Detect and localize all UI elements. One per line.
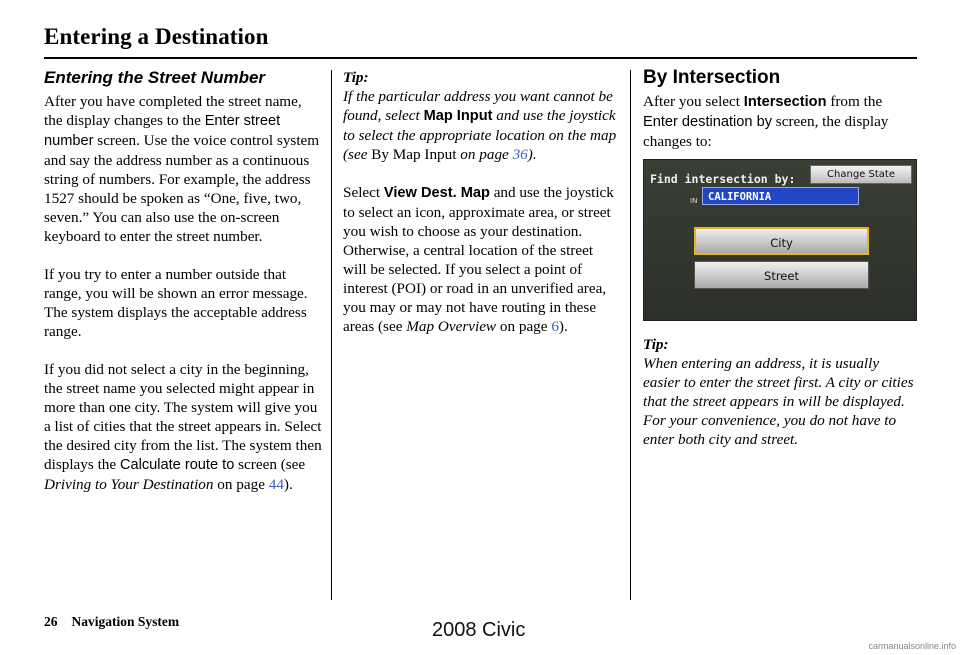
column-left (44, 68, 322, 513)
state-field: CALIFORNIA (702, 187, 859, 205)
city-button[interactable]: City (694, 227, 869, 255)
tip-label: Tip: (343, 69, 369, 86)
text: After you have completed the street name, the display changes to the (44, 93, 302, 129)
watermark: 2008 Civic (432, 619, 526, 641)
footer-label: Navigation System (71, 614, 180, 629)
screen-title: Find intersection by: (650, 172, 796, 186)
title-rule (44, 57, 917, 59)
section-heading-by-intersection: By Intersection (643, 67, 781, 88)
reference-title: Map Overview (406, 318, 497, 335)
text: screen (see (234, 456, 306, 473)
column-middle (343, 68, 618, 355)
text: screen, the display changes to: (643, 113, 889, 150)
paragraph (643, 92, 919, 151)
option-name: Map Input (423, 108, 493, 124)
text: ). (558, 318, 568, 335)
page-link[interactable]: 44 (268, 476, 284, 493)
in-label: IN (690, 197, 698, 205)
text: ). (527, 146, 537, 163)
change-state-button[interactable]: Change State (810, 165, 912, 184)
reference-title: By Map Input (371, 146, 457, 163)
column-divider (630, 70, 631, 600)
street-button[interactable]: Street (694, 261, 869, 289)
page-number: 26 (44, 614, 58, 629)
option-name: View Dest. Map (383, 185, 490, 201)
column-right (643, 68, 919, 468)
text: ). (283, 476, 293, 493)
screen-name: Calculate route to (119, 457, 235, 473)
reference-title: Driving to Your Destination (44, 476, 214, 493)
page-link[interactable]: 36 (512, 146, 528, 163)
text: on page (213, 476, 269, 493)
text: on page (496, 318, 552, 335)
site-watermark: carmanualsonline.info (868, 641, 956, 651)
paragraph: If you try to enter a number outside that range, you will be shown an error message. The system displays the acceptable address range. (44, 266, 308, 340)
screen-name: Enter street number (44, 113, 281, 149)
tip-block (343, 68, 618, 164)
option-name: Intersection (743, 94, 827, 110)
text: After you select (643, 93, 744, 110)
page-link[interactable]: 6 (551, 318, 559, 335)
tip-text (343, 87, 618, 164)
text: and use the joystick to select the appropriate location on the map (see (343, 107, 617, 163)
text: If the particular address you want cannot be found, select (343, 88, 613, 124)
text: from the (826, 93, 883, 110)
screen-name: Enter destination by (643, 114, 772, 130)
text: on page (456, 146, 513, 163)
text: screen. Use the voice control system and say the address number as a continuous string of numbers. For example, the address 1527 should be spoken as “One, five, two, seven.” You can also use the on-screen keyboard to enter the street number. (44, 132, 320, 245)
section-heading-street-number: Entering the Street Number (44, 68, 266, 87)
paragraph (343, 183, 618, 336)
page-title: Entering a Destination (44, 24, 269, 49)
text: Select (343, 184, 384, 201)
text: If you did not select a city in the beginning, the street name you selected might appear in more than one city. The system will give you a list of cities that the street appears in. Select the desired city from the list. The system then displays the (44, 361, 322, 473)
text: and use the joystick to select an icon, approximate area, or street you wish to choose as your destination. Otherwise, a central location of the street will be selected. If you select a point of interest (POI) or road in an unverified area, you may or may not have routing in these areas (see (343, 184, 614, 335)
paragraph (44, 92, 322, 246)
column-divider (331, 70, 332, 600)
nav-screen-image (643, 159, 917, 321)
tip-label: Tip: (643, 336, 669, 353)
page-footer (44, 614, 179, 630)
tip-text: When entering an address, it is usually easier to enter the street first. A city or cities that the street appears in will be displayed. For your convenience, you do not have to enter both city and street. (643, 355, 914, 448)
tip-block (643, 335, 919, 449)
paragraph (44, 360, 322, 494)
